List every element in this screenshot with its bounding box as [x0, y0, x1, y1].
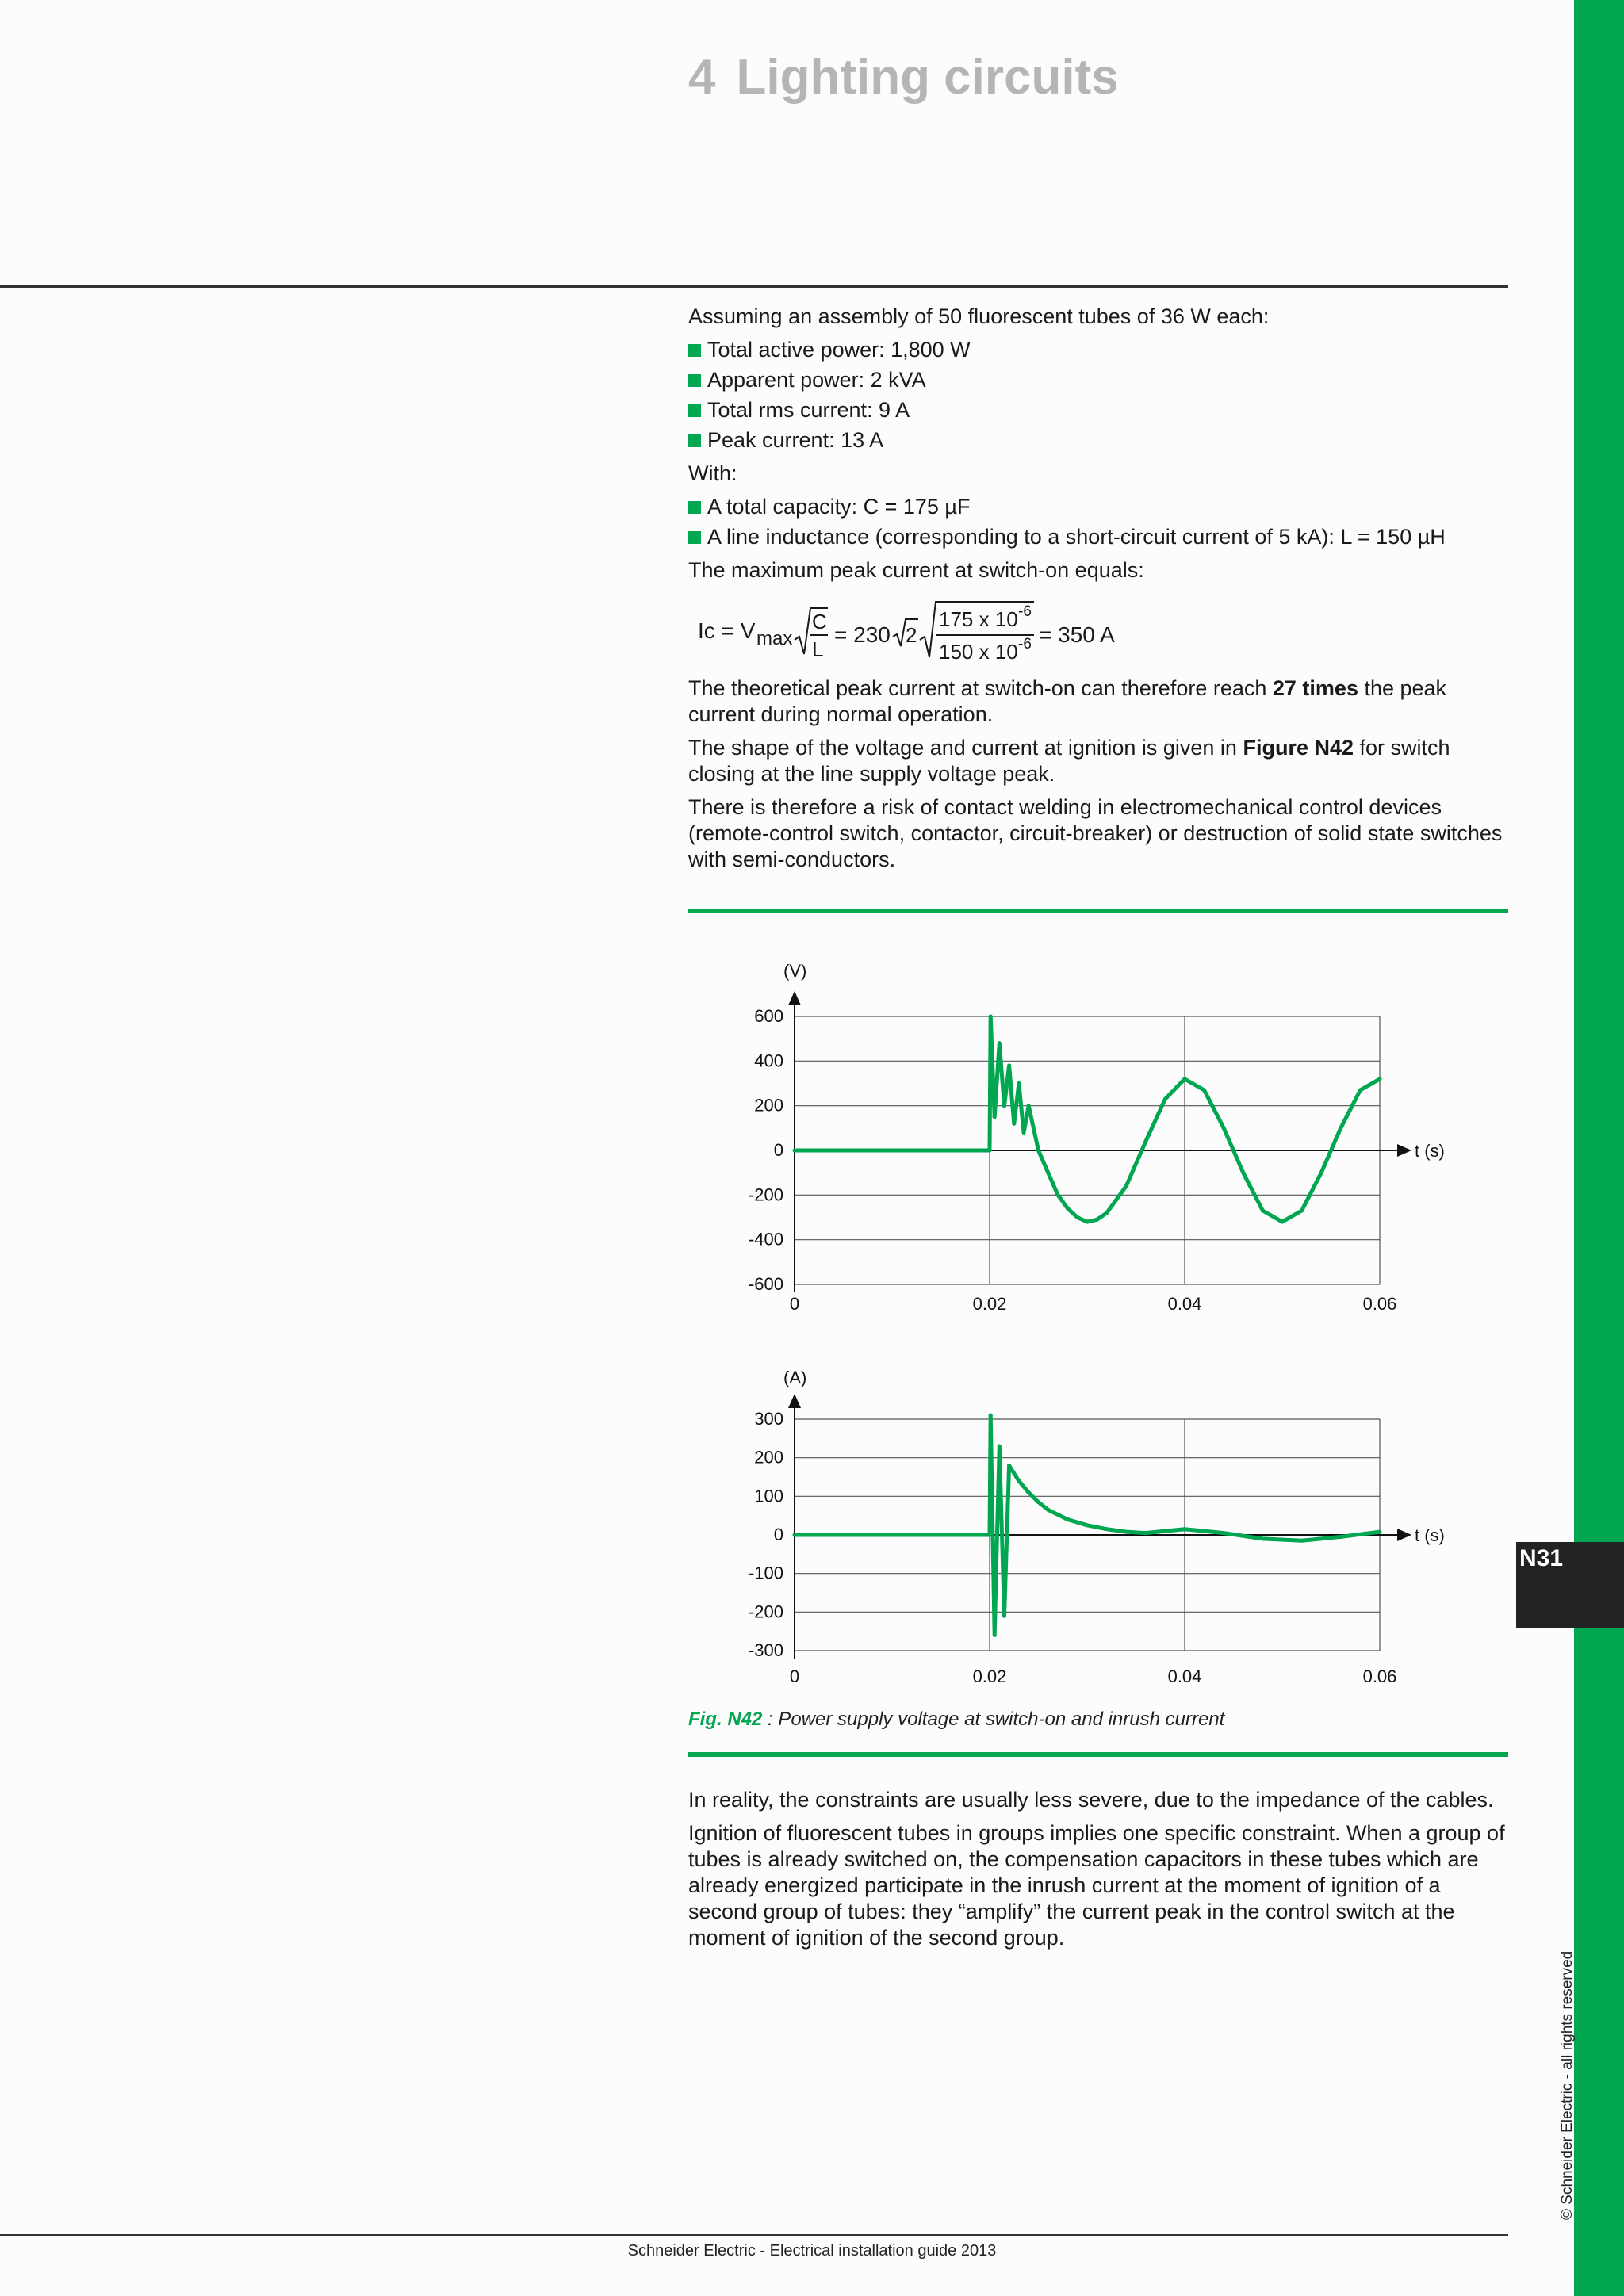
data-point	[793, 1533, 797, 1537]
data-point	[1183, 1077, 1187, 1081]
y-axis-label: (V)	[783, 961, 807, 981]
figure-caption-text: : Power supply voltage at switch-on and inrush current	[762, 1709, 1225, 1730]
data-point	[1066, 1207, 1070, 1211]
data-point	[1163, 1529, 1167, 1533]
x-axis-label: t (s)	[1415, 1525, 1445, 1545]
data-point	[1027, 1490, 1031, 1494]
figure-id: Fig. N42	[688, 1709, 763, 1730]
data-point	[1036, 1149, 1040, 1153]
figure-bottom-rule	[688, 1752, 1508, 1757]
data-point	[1241, 1171, 1245, 1175]
x-tick-label: 0.04	[1167, 1667, 1202, 1686]
with-label: With:	[688, 461, 737, 485]
y-tick-label: 200	[754, 1095, 783, 1115]
data-point	[1281, 1220, 1285, 1224]
list-item: A line inductance (corresponding to a short-circuit current of 5 kA): L = 150 µH	[688, 524, 1505, 550]
inrush-formula	[693, 591, 1505, 666]
data-point	[993, 1633, 997, 1637]
data-point	[989, 1414, 993, 1418]
data-point	[1261, 1536, 1265, 1540]
y-tick-label: 0	[773, 1140, 783, 1160]
x-tick-label: 0.02	[972, 1667, 1007, 1686]
list-item: A total capacity: C = 175 µF	[688, 494, 1505, 520]
data-point	[1163, 1097, 1167, 1101]
y-tick-label: 600	[754, 1006, 783, 1026]
data-point	[1105, 1527, 1109, 1531]
paragraph-risk: There is therefore a risk of contact welding in electromechanical control devices (remote-control switch, contactor, circuit-breaker) or destruction of solid state switches with semi-conductors.	[688, 795, 1503, 871]
data-point	[1086, 1220, 1090, 1224]
data-point	[1046, 1171, 1050, 1175]
formula-exp: -6	[1018, 636, 1032, 652]
data-point	[1002, 1614, 1006, 1618]
current-chart	[749, 1368, 1445, 1686]
data-point	[1046, 1508, 1050, 1512]
y-tick-label: 200	[754, 1447, 783, 1468]
list-item: Peak current: 13 A	[688, 427, 1505, 453]
data-point	[1300, 1209, 1304, 1213]
data-point	[1027, 1104, 1031, 1108]
data-point	[1222, 1126, 1226, 1130]
data-point	[1261, 1209, 1265, 1213]
y-tick-label: -200	[748, 1601, 783, 1622]
figure-caption	[688, 1709, 1224, 1731]
list-item: Total rms current: 9 A	[688, 397, 1505, 423]
data-point	[988, 1149, 992, 1153]
data-point	[993, 1115, 997, 1119]
voltage-chart	[749, 961, 1445, 1314]
data-point	[793, 1149, 797, 1153]
formula-num: 175 x 10	[939, 607, 1018, 631]
chapter-title-text: Lighting circuits	[736, 50, 1119, 105]
y-axis-label: (A)	[783, 1368, 807, 1387]
y-tick-label: 400	[754, 1050, 783, 1071]
list-item: Total active power: 1,800 W	[688, 337, 1505, 363]
bullet-icon	[688, 501, 701, 514]
data-point	[1086, 1523, 1090, 1527]
max-peak-intro: The maximum peak current at switch-on equals:	[688, 558, 1144, 582]
chapter-title	[688, 49, 1119, 105]
data-point	[1075, 1215, 1079, 1219]
data-point	[1105, 1211, 1109, 1215]
y-tick-label: -100	[748, 1563, 783, 1583]
bullet-icon	[688, 531, 701, 544]
x-tick-label: 0.04	[1167, 1294, 1202, 1314]
x-tick-label: 0	[789, 1294, 800, 1314]
data-point	[1320, 1171, 1323, 1175]
y-tick-label: 100	[754, 1486, 783, 1506]
data-point	[1339, 1126, 1342, 1130]
power-list	[688, 337, 1505, 453]
formula-sqrt-two: 2	[906, 623, 917, 647]
data-point	[1143, 1531, 1147, 1535]
with-list	[688, 494, 1505, 550]
data-point	[1202, 1088, 1206, 1092]
y-tick-label: -600	[748, 1274, 783, 1294]
figure-top-rule	[688, 909, 1508, 913]
series-line	[795, 1016, 1380, 1222]
x-tick-label: 0.06	[1362, 1667, 1397, 1686]
data-point	[998, 1041, 1002, 1045]
formula-den: 150 x 10	[939, 640, 1018, 664]
formula-eq1: = 230	[834, 622, 891, 647]
series-line	[795, 1415, 1380, 1635]
bullet-icon	[688, 404, 701, 417]
bullet-icon	[688, 434, 701, 447]
data-point	[1007, 1063, 1011, 1067]
data-point	[1017, 1081, 1021, 1085]
x-tick-label: 0	[789, 1667, 800, 1686]
formula-svg	[693, 591, 1248, 666]
footer-divider	[0, 2234, 1508, 2236]
formula-lhs: Ic = V	[698, 618, 756, 643]
data-point	[1017, 1479, 1021, 1483]
data-point	[1012, 1122, 1016, 1126]
chapter-side-bar	[1574, 0, 1624, 2296]
y-tick-label: 0	[773, 1525, 783, 1544]
formula-frac-top: C	[812, 610, 827, 633]
data-point	[1036, 1500, 1040, 1504]
formula-result: = 350 A	[1039, 622, 1115, 647]
data-point	[988, 1533, 992, 1537]
intro-section	[688, 304, 1505, 880]
data-point	[998, 1445, 1002, 1448]
paragraph-reality: In reality, the constraints are usually less severe, due to the impedance of the cables.	[688, 1788, 1494, 1812]
bullet-icon	[688, 374, 701, 387]
list-item: Apparent power: 2 kVA	[688, 367, 1505, 393]
data-point	[1183, 1527, 1187, 1531]
x-axis-label: t (s)	[1415, 1141, 1445, 1161]
data-point	[1124, 1184, 1128, 1188]
paragraph-ignition: Ignition of fluorescent tubes in groups implies one specific constraint. When a group of tubes is already switched on, the compensation capacitors in these tubes which are already energized participate in the inrush current at the moment of ignition of a second group of tubes: they “amplify” the current peak in the control switch at the moment of ignition of the second group.	[688, 1821, 1505, 1950]
x-tick-label: 0.06	[1362, 1294, 1397, 1314]
formula-sub: max	[756, 628, 793, 649]
footer-text: Schneider Electric - Electrical installation guide 2013	[627, 2242, 997, 2260]
formula-exp: -6	[1018, 603, 1032, 620]
data-point	[1222, 1531, 1226, 1535]
copyright-text: © Schneider Electric - all rights reserved	[1559, 1950, 1576, 2220]
data-point	[1378, 1077, 1382, 1081]
data-point	[1002, 1104, 1006, 1108]
data-point	[1022, 1131, 1026, 1135]
y-tick-label: 300	[754, 1409, 783, 1429]
data-point	[1378, 1530, 1382, 1534]
y-tick-label: -300	[748, 1640, 783, 1660]
assumption-text: Assuming an assembly of 50 fluorescent tubes of 36 W each:	[688, 304, 1270, 328]
data-point	[1066, 1517, 1070, 1521]
data-point	[1300, 1539, 1304, 1543]
y-tick-label: -200	[748, 1184, 783, 1205]
data-point	[1124, 1530, 1128, 1534]
data-point	[1007, 1464, 1011, 1468]
data-point	[989, 1015, 993, 1019]
paragraph-shape: The shape of the voltage and current at ignition is given in Figure N42 for switch closing at the line supply voltage peak.	[688, 736, 1450, 786]
data-point	[1143, 1139, 1147, 1143]
header-divider	[0, 285, 1508, 288]
y-tick-label: -400	[748, 1229, 783, 1249]
formula-frac-bottom: L	[812, 637, 824, 661]
data-point	[1056, 1193, 1060, 1197]
page-number-badge: N31	[1516, 1542, 1624, 1628]
data-point	[1095, 1218, 1099, 1222]
bullet-icon	[688, 344, 701, 357]
data-point	[1339, 1535, 1342, 1539]
closing-section	[688, 1787, 1505, 1958]
paragraph-peak: The theoretical peak current at switch-on can therefore reach 27 times the peak current during normal operation.	[688, 676, 1447, 726]
x-tick-label: 0.02	[972, 1294, 1007, 1314]
chapter-number: 4	[688, 50, 716, 105]
data-point	[1358, 1088, 1362, 1092]
